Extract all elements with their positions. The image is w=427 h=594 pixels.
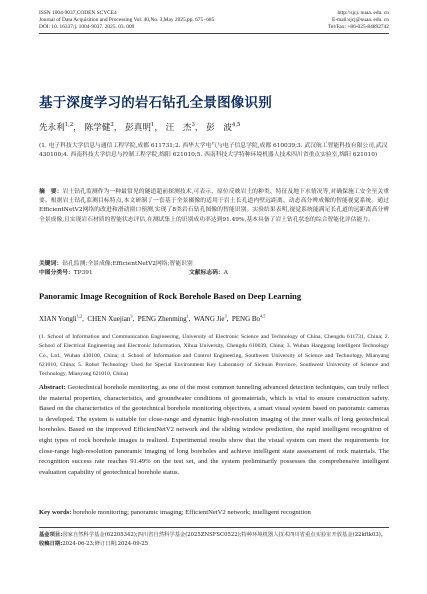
author-cn-5-sup: 4,5 xyxy=(231,122,241,129)
author-en-3-sup: 1 xyxy=(186,313,189,319)
doc-code-label: 文献标志码： xyxy=(189,270,224,276)
author-cn-5: 彭 波 xyxy=(206,123,232,133)
authors-en: XIAN Yongli$^{1,2}$, CHEN Xuejian$^3$, PENG Zhenming$^1$, WANG Jie$^3$, PENG Bo$^{4,5}$ xyxy=(39,313,266,323)
abstract-en-text: Geotechnical borehole monitoring, as one of the most common tunneling advanced detection techniques, can truly reflect the material properties, characteristics, and groundwater conditions of geomaterials, which is vital to ensure construction safety. Based on the characteristics of the geotechnical borehole monitoring objectives, a smart visual system based on panoramic cameras is developed. The system is suitable for close-range and dynamic high-resolution imaging of the inner walls of long geotechnical boreholes. Based on the improved EfficientNetV2 network and the sliding window prediction, the rapid intelligent recognition of eight types of rock borehole images is realized. Experimental results show that the visual system can meet the requirements for close-range high-resolution panoramic imaging of long boreholes and achieve intelligent state assessment of rock materials. The recognition success rate reaches 91.49% on the test set, and the system preliminarily possesses the comprehensive intelligent evaluation capability of geotechnical borehole status. xyxy=(39,384,389,476)
footnote-rule xyxy=(39,527,389,528)
doi-line: DOI: 10. 16337/j. 1004-9037. 2025. 03. 009 xyxy=(39,24,135,30)
affiliations-en: (1. School of Information and Communication Engineering, University of Electronic Science and Technology of China, Chengdu 611731, China; 2. School of Electrical Engineering and Electronic Information, Xihua University, Chengdu 610039, China; 3. Wuhan Hanggong Intelligent Technology Co., Ltd., Wuhan 430100, China; 4. School of Information and Control Engineering, Southwest University of Science and Technology, Mianyang 621010, China; 5. Robot Technology Used for Special Environment Key Laboratory of Sichuan Province, Southwest University of Science and Technology, Mianyang 621010, China) xyxy=(39,334,389,378)
author-cn-3: 彭真明 xyxy=(125,123,151,133)
author-en-5: PENG Bo xyxy=(231,315,261,323)
author-en-1: XIAN Yongli xyxy=(39,315,77,323)
clc-label: 中图分类号： xyxy=(39,270,74,276)
author-cn-4: 汪 杰 xyxy=(165,123,192,133)
doc-code-value: A xyxy=(223,270,228,276)
received-text: 2024-06-23;修订日期:2024-09-25 xyxy=(62,540,149,547)
keywords-en-label: Key words: xyxy=(39,509,72,516)
author-en-2: CHEN Xuejian xyxy=(87,315,131,323)
header-rule xyxy=(39,33,389,34)
telfax-line: Tel/Fax: +86-025-84892742 xyxy=(328,24,389,30)
author-en-3: PENG Zhenming xyxy=(137,315,187,323)
email-line: E-mail:sjcj@nuaa. edu. cn xyxy=(331,17,389,23)
paper-title-cn: 基于深度学习的岩石钻孔全景图像识别 xyxy=(39,95,272,111)
author-en-5-sup: 4,5 xyxy=(260,313,266,319)
abstract-en-label: Abstract: xyxy=(39,384,66,391)
abstract-cn-text: 岩土钻孔监测作为一种最常见的隧道超前探测技术,可表示、原位反映岩土的种类、特征及地下水情况等,对确保施工安全至关重要。根据岩土钻孔监测目标特点,本文研制了一套基于全景摄像的适用于岩土长孔道内壁远距离、动态高分辨成像的智能视觉系统。通过EfficientNetV2网络的改进和滑动窗口预测,实现了8类岩石钻孔图像的智能识别。实验结果表明,视觉系统能满足长孔道的远距离高分辨全景成像,且实现岩石材质的智能状态评估,在测试集上的识别成功率达到91.49%,基本具备了岩土钻孔状态的综合智能化评估能力。 xyxy=(39,189,389,223)
authors-cn: 先永利$^{1,2}$， 陈学健$^3$， 彭真明$^1$， 汪 杰$^3$， 彭 波$^{4,5}$ xyxy=(39,122,241,133)
keywords-cn-label: 关键词： xyxy=(39,261,63,267)
abstract-cn-label: 摘 要： xyxy=(39,189,63,195)
journal-line: Journal of Data Acquisition and Processing Vol. 40,No. 3,May 2025,pp. 675−685 xyxy=(39,17,215,23)
clc-value: TP391 xyxy=(73,270,93,276)
issn-line: ISSN 1004-9037,CODEN SCYCE4 xyxy=(39,10,117,16)
author-en-4-sup: 3 xyxy=(224,313,227,319)
keywords-cn xyxy=(39,260,389,269)
author-cn-2-sup: 3 xyxy=(110,122,114,129)
journal-header-right xyxy=(328,10,389,31)
classification-cn xyxy=(39,269,389,278)
funding-text: 国家自然科学基金(62205342);四川省自然科学基金(2025ZNSFSC0522);特种环境机器人技术四川省重点实验室开放基金(22kftk03)。 xyxy=(62,532,387,538)
author-en-2-sup: 3 xyxy=(130,313,133,319)
keywords-en-text: borehole monitoring; panoramic imaging; EfficientNetV2 network; intelligent recognition xyxy=(73,509,311,516)
author-cn-3-sup: 1 xyxy=(150,122,155,129)
paper-title-en: Panoramic Image Recognition of Rock Borehole Based on Deep Learning xyxy=(39,292,302,301)
funding-label: 基金项目: xyxy=(39,532,63,538)
website-line: http://sjcj. nuaa. edu. cn xyxy=(337,10,389,16)
received-label: 收稿日期: xyxy=(39,540,63,547)
author-en-1-sup: 1,2 xyxy=(76,313,83,319)
journal-header-left xyxy=(39,10,214,31)
author-cn-1: 先永利 xyxy=(39,123,65,133)
author-cn-4-sup: 3 xyxy=(191,122,195,129)
footnotes xyxy=(39,531,389,548)
author-cn-2: 陈学健 xyxy=(84,123,111,133)
abstract-cn xyxy=(39,188,389,225)
author-cn-1-sup: 1,2 xyxy=(64,122,74,129)
affiliations-cn: (1. 电子科技大学信息与通信工程学院,成都 611731;2. 西华大学电气与电子信息学院,成都 610039;3. 武汉航工智能科技有限公司,武汉 430100;4. 西南科技大学信息与控制工程学院,绵阳 621010;5. 西南科技大学特种环境机器人技术四川省重点实验室,绵阳 621010) xyxy=(39,143,388,159)
abstract-en xyxy=(39,383,389,478)
keywords-cn-text: 钻孔监测;全景成像;EfficientNetV2网络;智能识别 xyxy=(62,261,193,267)
keywords-en xyxy=(39,508,389,518)
author-en-4: WANG Jie xyxy=(193,315,225,323)
